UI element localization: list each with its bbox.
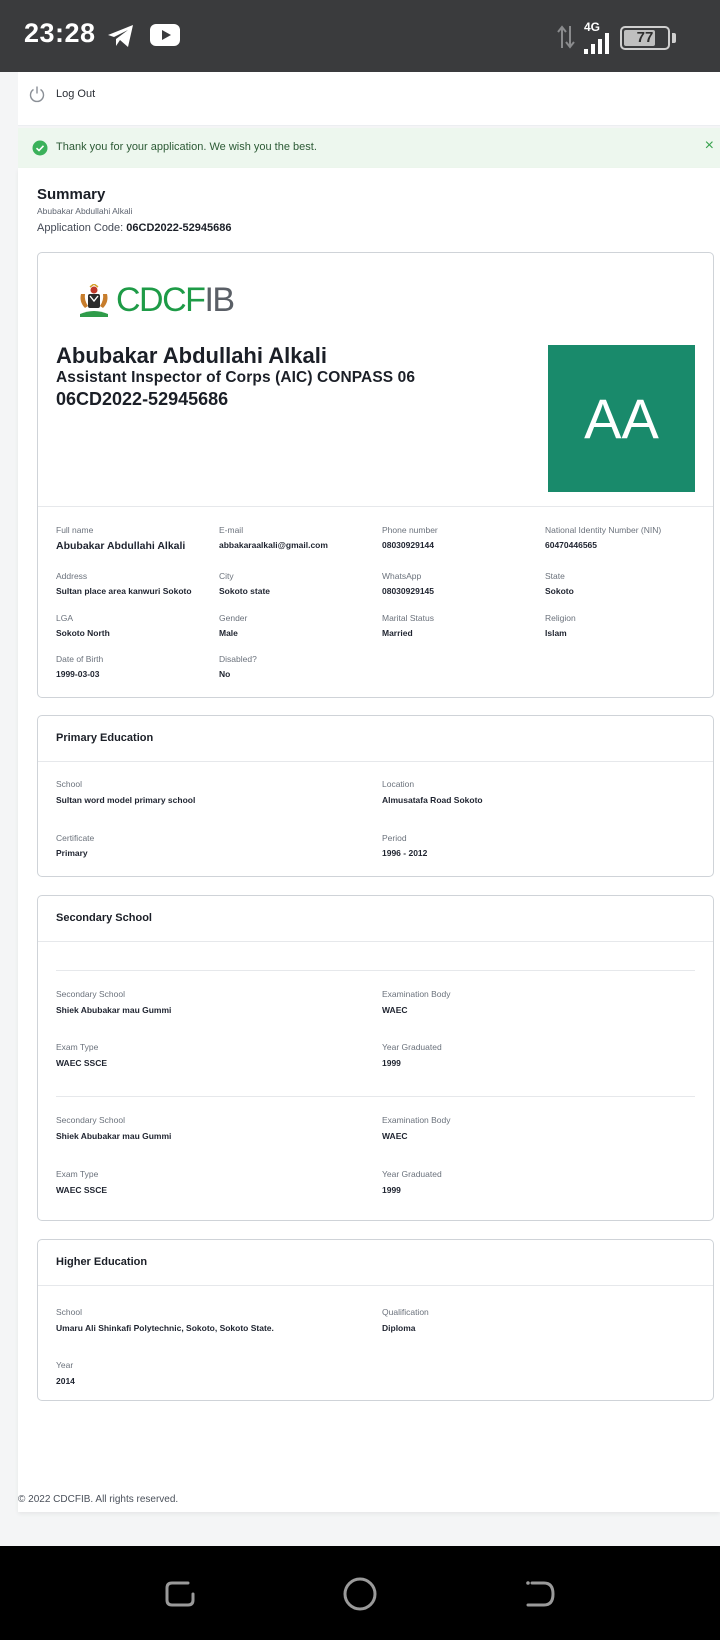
field-value-email: abbakaraalkali@gmail.com	[219, 540, 328, 550]
field-label-school: School	[56, 779, 82, 789]
field-value-school: Umaru Ali Shinkafi Polytechnic, Sokoto, Sokoto State.	[56, 1323, 274, 1333]
field-label-marital-status: Marital Status	[382, 613, 434, 623]
cdcfib-logo	[76, 281, 234, 320]
field-value-period: 1996 - 2012	[382, 848, 428, 858]
field-label-phone: Phone number	[382, 525, 438, 535]
field-value-city: Sokoto state	[219, 586, 271, 596]
field-label-exam-body: Examination Body	[382, 989, 451, 999]
field-value-year-graduated: 1999	[382, 1058, 401, 1068]
battery-percent: 77	[636, 29, 654, 46]
field-value-state: Sokoto	[545, 586, 574, 596]
field-label-whatsapp: WhatsApp	[382, 571, 422, 581]
coat-of-arms-icon	[76, 284, 112, 318]
applicant-subtitle: Abubakar Abdullahi Alkali	[37, 206, 133, 216]
page-title: Summary	[37, 186, 106, 203]
card-header	[38, 896, 713, 942]
field-label-dob: Date of Birth	[56, 654, 104, 664]
field-value-full-name: Abubakar Abdullahi Alkali	[56, 540, 186, 552]
card-header	[38, 1240, 713, 1286]
network-type: 4G	[584, 20, 601, 34]
field-value-exam-body: WAEC	[382, 1005, 408, 1015]
entry-divider	[56, 970, 695, 971]
logout-label: Log Out	[56, 88, 96, 100]
status-time: 23:28	[24, 18, 96, 48]
field-label-state: State	[545, 571, 565, 581]
applicant-name: Abubakar Abdullahi Alkali	[56, 343, 327, 368]
youtube-icon	[150, 24, 180, 46]
field-value-year-graduated: 1999	[382, 1185, 401, 1195]
check-circle-icon	[32, 140, 48, 156]
field-value-secondary-school: Shiek Abubakar mau Gummi	[56, 1131, 172, 1141]
field-label-exam-body: Examination Body	[382, 1115, 451, 1125]
home-button[interactable]	[342, 1576, 378, 1612]
higher-education-card	[37, 1239, 714, 1401]
field-value-secondary-school: Shiek Abubakar mau Gummi	[56, 1005, 172, 1015]
field-label-certificate: Certificate	[56, 833, 95, 843]
signal-icon	[582, 30, 616, 56]
card-title: Primary Education	[56, 732, 154, 744]
field-value-phone: 08030929144	[382, 540, 435, 550]
field-label-address: Address	[56, 571, 88, 581]
profile-card	[37, 252, 714, 698]
field-label-year: Year	[56, 1360, 74, 1370]
field-label-lga: LGA	[56, 613, 74, 623]
recent-apps-button[interactable]	[162, 1576, 198, 1612]
avatar: AA	[548, 345, 695, 492]
field-label-disabled: Disabled?	[219, 654, 257, 664]
card-header	[38, 716, 713, 762]
logo-text-gray: IB	[204, 281, 234, 319]
field-label-secondary-school: Secondary School	[56, 989, 125, 999]
field-label-year-graduated: Year Graduated	[382, 1042, 442, 1052]
field-value-exam-type: WAEC SSCE	[56, 1058, 108, 1068]
field-value-exam-body: WAEC	[382, 1131, 408, 1141]
field-value-whatsapp: 08030929145	[382, 586, 435, 596]
applicant-rank: Assistant Inspector of Corps (AIC) CONPASS 06	[56, 369, 416, 386]
application-code-label: Application Code:	[37, 222, 124, 234]
application-code	[37, 222, 232, 234]
field-value-dob: 1999-03-03	[56, 669, 100, 679]
status-bar	[0, 0, 720, 72]
field-value-religion: Islam	[545, 628, 567, 638]
close-alert-button[interactable]: ×	[704, 137, 714, 154]
field-label-exam-type: Exam Type	[56, 1042, 99, 1052]
navigation-bar	[0, 1546, 720, 1640]
card-title: Higher Education	[56, 1256, 148, 1268]
battery-cap	[672, 33, 676, 43]
footer-copyright: © 2022 CDCFIB. All rights reserved.	[18, 1494, 179, 1505]
power-icon	[28, 85, 46, 103]
card-title: Secondary School	[56, 912, 152, 924]
summary-panel	[18, 168, 720, 1512]
field-value-qualification: Diploma	[382, 1323, 416, 1333]
top-bar	[18, 72, 720, 126]
entry-divider	[56, 1096, 695, 1097]
field-label-secondary-school: Secondary School	[56, 1115, 125, 1125]
data-transfer-icon	[556, 24, 576, 50]
field-value-exam-type: WAEC SSCE	[56, 1185, 108, 1195]
field-label-gender: Gender	[219, 613, 248, 623]
alert-message: Thank you for your application. We wish you the best.	[56, 141, 317, 153]
field-value-address: Sultan place area kanwuri Sokoto	[56, 586, 192, 596]
field-value-school: Sultan word model primary school	[56, 795, 196, 805]
field-label-location: Location	[382, 779, 415, 789]
field-label-full-name: Full name	[56, 525, 94, 535]
field-label-nin: National Identity Number (NIN)	[545, 525, 662, 535]
back-button[interactable]	[522, 1576, 558, 1612]
battery-icon	[620, 26, 670, 50]
logo-text-green: CDCF	[116, 281, 205, 319]
field-value-marital-status: Married	[382, 628, 413, 638]
field-label-city: City	[219, 571, 234, 581]
field-value-location: Almusatafa Road Sokoto	[382, 795, 483, 805]
field-label-religion: Religion	[545, 613, 576, 623]
field-value-year: 2014	[56, 1376, 75, 1386]
primary-education-card	[37, 715, 714, 877]
applicant-code: 06CD2022-52945686	[56, 389, 229, 409]
field-label-year-graduated: Year Graduated	[382, 1169, 442, 1179]
success-alert	[18, 128, 720, 168]
field-label-school: School	[56, 1307, 82, 1317]
field-value-nin: 60470446565	[545, 540, 598, 550]
page	[0, 72, 720, 1546]
field-label-period: Period	[382, 833, 407, 843]
application-code-value: 06CD2022-52945686	[126, 222, 232, 234]
secondary-school-card	[37, 895, 714, 1221]
profile-divider	[38, 506, 713, 507]
field-value-disabled: No	[219, 669, 231, 679]
field-label-exam-type: Exam Type	[56, 1169, 99, 1179]
logo-text	[116, 281, 234, 320]
telegram-icon	[106, 22, 136, 50]
field-label-qualification: Qualification	[382, 1307, 429, 1317]
field-value-gender: Male	[219, 628, 238, 638]
field-label-email: E-mail	[219, 525, 244, 535]
logout-button[interactable]	[28, 85, 95, 103]
field-value-lga: Sokoto North	[56, 628, 110, 638]
field-value-certificate: Primary	[56, 848, 88, 858]
